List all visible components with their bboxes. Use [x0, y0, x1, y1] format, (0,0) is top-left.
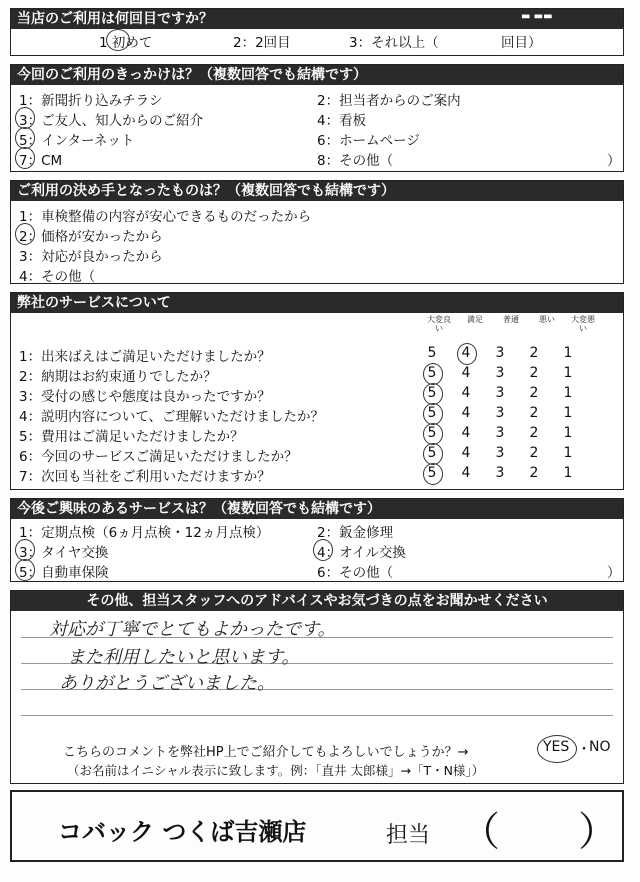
rating-option[interactable]: 3 [495, 405, 505, 421]
option-item[interactable]: 2：鈑金修理 [317, 525, 394, 541]
rating-option[interactable]: 2 [529, 425, 539, 441]
rating-option[interactable]: 1 [563, 465, 573, 481]
shop-name: コバック つくば吉瀬店 [58, 818, 307, 846]
rating-option[interactable]: 5 [427, 405, 437, 421]
section-title: 弊社のサービスについて [11, 293, 623, 313]
rating-option[interactable]: 4 [461, 425, 471, 441]
rating-option[interactable]: 3 [495, 385, 505, 401]
consent-dot: ・ [577, 742, 591, 758]
rating-option[interactable]: 4 [461, 445, 471, 461]
answer-circle [423, 463, 443, 485]
option-second[interactable]: 2：2回目 [233, 35, 291, 51]
rating-option[interactable]: 4 [461, 365, 471, 381]
rating-option[interactable]: 2 [529, 445, 539, 461]
option-more[interactable]: 3：それ以上（ [349, 35, 439, 51]
shop-footer [10, 790, 624, 862]
rating-option[interactable]: 4 [461, 465, 471, 481]
rating-option[interactable]: 5 [427, 365, 437, 381]
handwritten-comment: また利用したいと思います。 [67, 647, 300, 668]
option-item[interactable]: 3：対応が良かったから [19, 249, 163, 265]
rating-option[interactable]: 5 [427, 465, 437, 481]
section-trigger [10, 64, 624, 172]
option-item[interactable]: 3：タイヤ交換 [19, 545, 109, 561]
consent-question: こちらのコメントを弊社HP上でご紹介してもよろしいでしょうか？→ [63, 745, 469, 760]
answer-circle [15, 127, 35, 149]
rating-question: 6：今回のサービスご満足いただけましたか？ [19, 449, 298, 465]
col-header: 大変良い [427, 315, 451, 333]
rating-option[interactable]: 5 [427, 385, 437, 401]
answer-circle [15, 107, 35, 129]
option-item[interactable]: 3：ご友人、知人からのご紹介 [19, 113, 204, 129]
option-item[interactable]: 4：看板 [317, 113, 367, 129]
option-item[interactable]: 1：車検整備の内容が安心できるものだったから [19, 209, 312, 225]
rating-option[interactable]: 2 [529, 465, 539, 481]
option-more-close: 回目） [501, 35, 542, 51]
section-title: 今回のご利用のきっかけは？（複数回答でも結構です） [11, 65, 623, 85]
writing-line [21, 715, 613, 716]
answer-circle [423, 423, 443, 445]
option-item[interactable]: 4：オイル交換 [317, 545, 406, 561]
answer-circle [423, 403, 443, 425]
rating-scale [415, 345, 585, 361]
answer-circle [423, 443, 443, 465]
section-title: ご利用の決め手となったものは？（複数回答でも結構です） [11, 181, 623, 201]
rating-option[interactable]: 1 [563, 445, 573, 461]
rating-question: 7：次回も当社をご利用いただけますか？ [19, 469, 271, 485]
rating-question: 3：受付の感じや態度は良かったですか？ [19, 389, 271, 405]
rating-question: 2：納期はお約束通りでしたか？ [19, 369, 217, 385]
answer-circle [313, 539, 333, 561]
col-header: 大変悪い [571, 315, 595, 333]
rating-option[interactable]: 3 [495, 425, 505, 441]
rating-column-headers [425, 315, 615, 339]
bracket-open: （ [460, 809, 500, 855]
option-item[interactable]: 6：その他（ [317, 565, 394, 581]
rating-question: 4：説明内容について、ご理解いただけましたか？ [19, 409, 325, 425]
answer-circle [15, 539, 35, 561]
section-title: 今後ご興味のあるサービスは？（複数回答でも結構です） [11, 499, 623, 519]
answer-circle [15, 223, 35, 245]
option-item[interactable]: 7：CM [19, 153, 63, 169]
rating-option[interactable]: 5 [427, 345, 437, 361]
rating-option[interactable]: 2 [529, 345, 539, 361]
option-item[interactable]: 8：その他（ [317, 153, 394, 169]
option-item[interactable]: 2：担当者からのご案内 [317, 93, 461, 109]
option-item[interactable]: 1：定期点検（6ヵ月点検・12ヵ月点検） [19, 525, 270, 541]
rating-option[interactable]: 1 [563, 425, 573, 441]
section-service-rating [10, 292, 624, 490]
col-header: 普通 [503, 315, 519, 324]
rating-option[interactable]: 2 [529, 405, 539, 421]
rating-question: 5：費用はご満足いただけましたか？ [19, 429, 244, 445]
section-title: その他、担当スタッフへのアドバイスやお気づきの点をお聞かせください [11, 591, 623, 611]
bracket-close: ） [607, 565, 621, 581]
rating-option[interactable]: 1 [563, 385, 573, 401]
header-marks: ▬ ▬▬ [521, 11, 553, 22]
option-item[interactable]: 5：インターネット [19, 133, 135, 149]
consent-no[interactable]: NO [589, 739, 611, 755]
rating-question: 1：出来ばえはご満足いただけましたか？ [19, 349, 271, 365]
consent-note: （お名前はイニシャル表示に致します。例：「直井 太郎様」→「T・N様」） [67, 763, 485, 778]
rating-option[interactable]: 4 [461, 385, 471, 401]
rating-option[interactable]: 3 [495, 465, 505, 481]
option-item[interactable]: 6：ホームページ [317, 133, 420, 149]
rating-option[interactable]: 1 [563, 345, 573, 361]
handwritten-comment: ありがとうございました。 [59, 673, 275, 694]
rating-option[interactable]: 3 [495, 345, 505, 361]
staff-label: 担当 [386, 823, 431, 848]
rating-option[interactable]: 1 [563, 405, 573, 421]
option-item[interactable]: 5：自動車保険 [19, 565, 109, 581]
answer-circle [15, 147, 35, 169]
rating-option[interactable]: 5 [427, 425, 437, 441]
rating-option[interactable]: 1 [563, 365, 573, 381]
answer-circle [457, 343, 477, 365]
rating-option[interactable]: 2 [529, 365, 539, 381]
rating-option[interactable]: 3 [495, 365, 505, 381]
section-interest [10, 498, 624, 582]
option-first[interactable]: 1 初めて [99, 35, 153, 51]
col-header: 悪い [539, 315, 555, 324]
answer-circle [15, 559, 35, 581]
option-item[interactable]: 2：価格が安かったから [19, 229, 163, 245]
section-comments [10, 590, 624, 784]
option-item[interactable]: 4：その他（ [19, 269, 96, 285]
option-item[interactable]: 1：新聞折り込みチラシ [19, 93, 163, 109]
rating-option[interactable]: 3 [495, 445, 505, 461]
col-header: 満足 [467, 315, 483, 324]
rating-option[interactable]: 4 [461, 405, 471, 421]
rating-option[interactable]: 5 [427, 445, 437, 461]
bracket-close: ） [578, 809, 618, 855]
answer-circle [423, 383, 443, 405]
answer-circle [106, 29, 130, 51]
answer-circle [537, 735, 577, 763]
answer-circle [423, 363, 443, 385]
section-title: 当店のご利用は何回目ですか？ [11, 9, 623, 29]
consent-yes[interactable]: YES [543, 739, 570, 755]
section-deciding-factor [10, 180, 624, 284]
section-visit-count [10, 8, 624, 56]
rating-option[interactable]: 2 [529, 385, 539, 401]
handwritten-comment: 対応が丁寧でとてもよかったです。 [49, 619, 336, 640]
bracket-close: ） [607, 153, 621, 169]
rating-option[interactable]: 4 [461, 345, 471, 361]
